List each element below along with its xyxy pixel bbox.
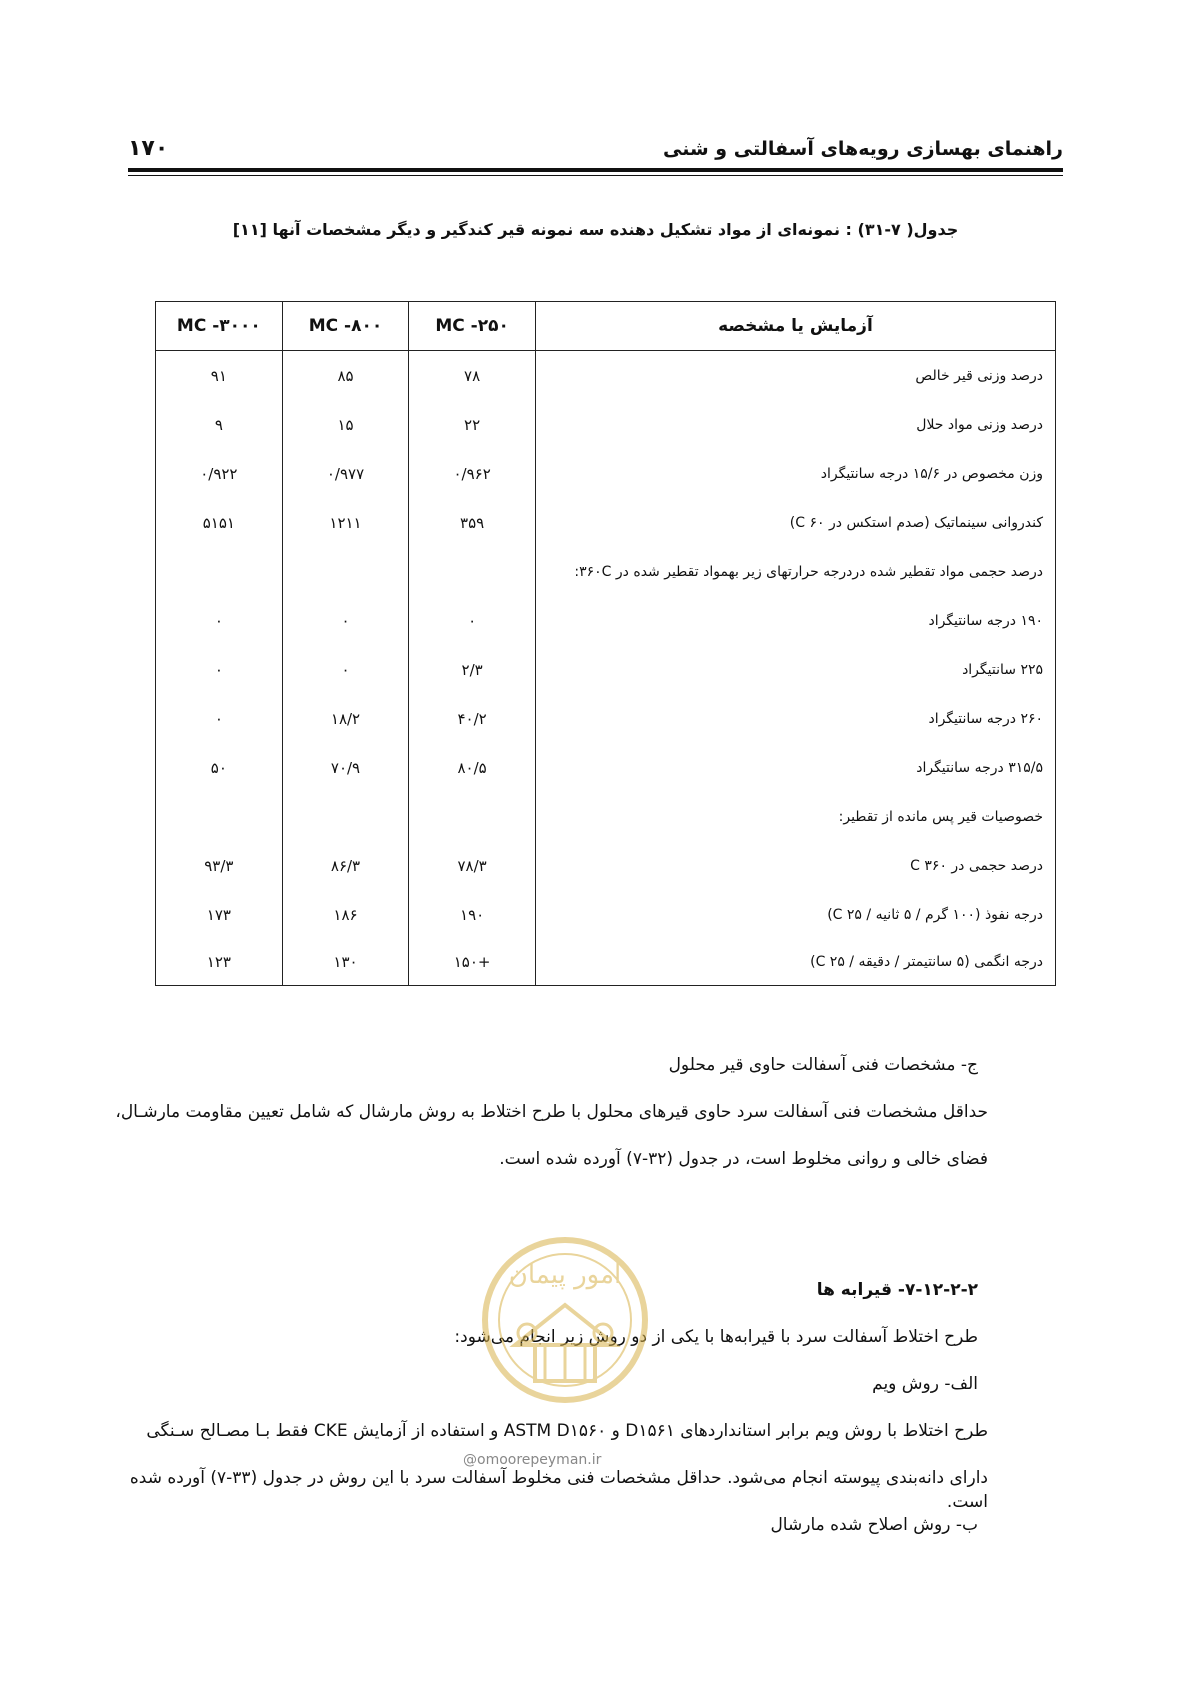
cell-mc-250: ۴۰/۲	[409, 694, 536, 743]
table-row	[156, 400, 1056, 449]
table-row	[156, 841, 1056, 890]
row-label: درصد حجمی مواد تقطیر شده دردرجه حرارتهای زیر بهمواد تقطیر شده در ۳۶۰C:	[535, 547, 1055, 596]
paragraph-3-line-1: طرح اختلاط با روش ویم برابر استانداردهای D۱۵۶۱ و ASTM D۱۵۶۰ و استفاده از آزمایش CKE فقط بـا مصـالح سـنگی	[146, 1421, 988, 1441]
subheading-b: ب- روش اصلاح شده مارشال	[770, 1515, 978, 1535]
table-row	[156, 743, 1056, 792]
cell-mc-250: +۱۵۰	[409, 939, 536, 986]
table-row	[156, 792, 1056, 841]
specifications-table	[155, 301, 1056, 986]
cell-mc-3000: ۵۰	[210, 758, 227, 777]
cell-mc-250: ۰/۹۶۲	[409, 449, 536, 498]
cell-mc-250: ۲/۳	[409, 645, 536, 694]
watermark-logo-icon	[475, 1225, 655, 1445]
row-label: درجه نفوذ (۱۰۰ گرم / ۵ ثانیه / ۲۵ C)	[535, 890, 1055, 939]
row-label: درجه انگمی (۵ سانتیمتر / دقیقه / ۲۵ C)	[535, 939, 1055, 986]
cell-mc-250	[409, 792, 536, 841]
table-header-row	[156, 302, 1056, 351]
cell-mc-250: ۷۸	[409, 351, 536, 401]
header-rule-thick	[128, 168, 1063, 172]
cell-mc-3000: ۰	[214, 709, 223, 728]
watermark-url: @omoorepeyman.ir	[463, 1452, 602, 1468]
cell-mc-3000	[156, 792, 283, 841]
cell-mc-800: ۸۶/۳	[282, 841, 409, 890]
row-label: وزن مخصوص در ۱۵/۶ درجه سانتیگراد	[535, 449, 1055, 498]
cell-mc-800: ۷۰/۹	[282, 743, 409, 792]
cell-mc-3000: ۰/۹۲۲	[200, 464, 238, 483]
cell-mc-800	[282, 792, 409, 841]
book-title: راهنمای بهسازی رویه‌های آسفالتی و شنی	[663, 138, 1063, 160]
header-mc-800: MC -۸۰۰	[282, 302, 409, 351]
cell-mc-800: ۱۳۰	[282, 939, 409, 986]
row-label: خصوصیات قیر پس مانده از تقطیر:	[535, 792, 1055, 841]
cell-mc-800: ۱۸/۲	[282, 694, 409, 743]
running-header	[128, 136, 1063, 166]
row-label: ۳۱۵/۵ درجه سانتیگراد	[535, 743, 1055, 792]
subheading-a: الف- روش ویم	[872, 1374, 978, 1394]
page-number: ۱۷۰	[128, 136, 169, 161]
cell-mc-3000: ۹۱	[210, 366, 227, 385]
cell-mc-250: ۳۵۹	[409, 498, 536, 547]
cell-mc-250: ۱۹۰	[409, 890, 536, 939]
cell-mc-3000: ۵۱۵۱	[202, 513, 235, 532]
header-test-property: آزمایش یا مشخصه	[535, 302, 1055, 351]
cell-mc-3000	[156, 547, 283, 596]
paragraph-1-line-1: حداقل مشخصات فنی آسفالت سرد حاوی قیرهای محلول با طرح اختلاط به روش مارشال که شامل تعیین مقاومت مارشـال،	[115, 1102, 988, 1122]
cell-mc-800: ۱۵	[282, 400, 409, 449]
cell-mc-250: ۲۲	[409, 400, 536, 449]
cell-mc-800: ۰/۹۷۷	[282, 449, 409, 498]
section-c-title: ج- مشخصات فنی آسفالت حاوی قیر محلول	[668, 1055, 978, 1075]
cell-mc-3000: ۹۳/۳	[204, 856, 234, 875]
cell-mc-800	[282, 547, 409, 596]
paragraph-1-line-2: فضای خالی و روانی مخلوط است، در جدول (۳۲-۷) آورده شده است.	[499, 1149, 988, 1169]
paragraph-2: طرح اختلاط آسفالت سرد با قیرابه‌ها با یکی از دو روش زیر انجام می‌شود:	[454, 1327, 978, 1347]
header-rule-thin	[128, 175, 1063, 176]
row-label: ۲۶۰ درجه سانتیگراد	[535, 694, 1055, 743]
cell-mc-800: ۰	[282, 596, 409, 645]
cell-mc-250	[409, 547, 536, 596]
row-label: ۲۲۵ سانتیگراد	[535, 645, 1055, 694]
table-row	[156, 547, 1056, 596]
cell-mc-800: ۰	[282, 645, 409, 694]
cell-mc-250: ۷۸/۳	[409, 841, 536, 890]
table-row	[156, 939, 1056, 986]
watermark-logo-text: امور پیمان	[508, 1260, 622, 1290]
cell-mc-3000: ۰	[214, 611, 223, 630]
paragraph-3-line-2: دارای دانه‌بندی پیوسته انجام می‌شود. حداقل مشخصات فنی مخلوط آسفالت سرد با این روش در جدول (۳۳-۷) آورده شده است.	[129, 1468, 988, 1512]
cell-mc-800: ۱۸۶	[282, 890, 409, 939]
cell-mc-3000: ۹	[214, 415, 223, 434]
cell-mc-3000: ۰	[214, 660, 223, 679]
row-label: درصد حجمی در ۳۶۰ C	[535, 841, 1055, 890]
row-label: ۱۹۰ درجه سانتیگراد	[535, 596, 1055, 645]
header-mc-250: MC -۲۵۰	[409, 302, 536, 351]
cell-mc-250: ۰	[409, 596, 536, 645]
header-mc-3000: MC -۳۰۰۰	[156, 302, 283, 351]
cell-mc-3000: ۱۷۳	[206, 905, 231, 924]
table-row	[156, 694, 1056, 743]
table-row	[156, 449, 1056, 498]
row-label: درصد وزنی مواد حلال	[535, 400, 1055, 449]
table-caption: جدول( ۷-۳۱) : نمونه‌ای از مواد تشکیل دهنده سه نمونه قیر کندگیر و دیگر مشخصات آنها [۱۱]	[232, 220, 959, 239]
section-heading: ۷-۱۲-۲-۲- قیرابه ها	[816, 1280, 978, 1300]
table-row	[156, 645, 1056, 694]
row-label: کندروانی سینماتیک (صدم استکس در ۶۰ C)	[535, 498, 1055, 547]
row-label: درصد وزنی قیر خالص	[535, 351, 1055, 401]
table-row	[156, 596, 1056, 645]
cell-mc-800: ۱۲۱۱	[282, 498, 409, 547]
cell-mc-800: ۸۵	[282, 351, 409, 401]
table-row	[156, 351, 1056, 401]
table-row	[156, 890, 1056, 939]
cell-mc-3000: ۱۲۳	[206, 953, 231, 971]
table-row	[156, 498, 1056, 547]
cell-mc-250: ۸۰/۵	[409, 743, 536, 792]
